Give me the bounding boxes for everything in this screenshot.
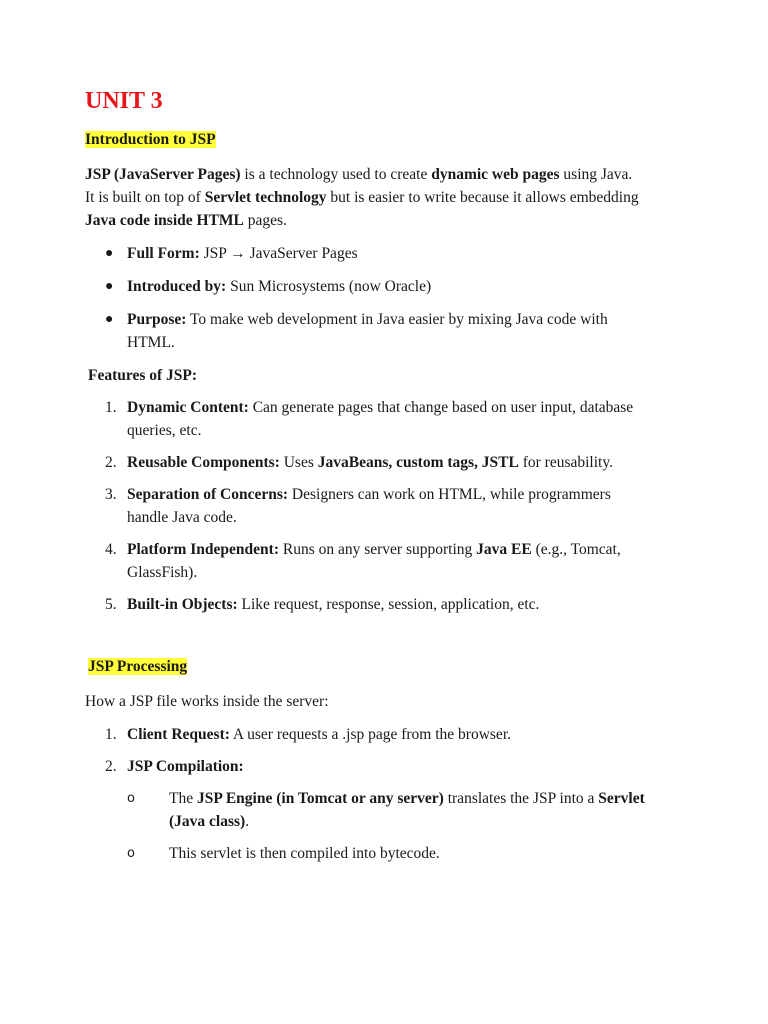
bullet-icon: ● — [105, 246, 114, 261]
list-item: ● Introduced by: Sun Microsystems (now Oracle) — [85, 275, 645, 298]
list-item: 2. JSP Compilation: o The JSP Engine (in Tomcat or any server) translates the JSP into a Servlet (Java class). o This servlet is then compiled into bytecode. — [85, 755, 645, 865]
list-item: ● Purpose: To make web development in Java easier by mixing Java code with HTML. — [85, 308, 645, 354]
list-item: 1. Dynamic Content: Can generate pages that change based on user input, database queries, etc. — [105, 399, 634, 439]
circle-bullet-icon: o — [127, 846, 135, 861]
processing-heading: JSP Processing — [88, 658, 188, 675]
bullet-icon: ● — [105, 279, 114, 294]
intro-bullet-list — [85, 242, 645, 354]
bullet-icon: ● — [105, 312, 114, 327]
list-item: 2. Reusable Components: Uses JavaBeans, custom tags, JSTL for reusability. — [105, 454, 613, 471]
list-item: o This servlet is then compiled into bytecode. — [127, 842, 645, 865]
features-heading: Features of JSP: — [88, 367, 198, 384]
circle-bullet-icon: o — [127, 791, 135, 806]
processing-list — [85, 723, 645, 865]
list-item: ● Full Form: JSP → JavaServer Pages — [85, 242, 645, 265]
list-item: 1. Client Request: A user requests a .jsp page from the browser. — [105, 726, 511, 743]
document-content — [85, 85, 645, 874]
processing-intro: How a JSP file works inside the server: — [85, 693, 329, 710]
intro-paragraph-1: JSP (JavaServer Pages) is a technology used to create dynamic web pages using Java. — [85, 166, 633, 183]
list-item: 4. Platform Independent: Runs on any server supporting Java EE (e.g., Tomcat, GlassFish). — [105, 541, 621, 581]
list-item: 3. Separation of Concerns: Designers can work on HTML, while programmers handle Java code. — [105, 486, 611, 526]
intro-paragraph-2: It is built on top of Servlet technology but is easier to write because it allows embedding Java code inside HTML pages. — [85, 189, 639, 229]
list-item: o The JSP Engine (in Tomcat or any server) translates the JSP into a Servlet (Java class). — [127, 787, 645, 833]
intro-heading: Introduction to JSP — [85, 131, 216, 148]
unit-title: UNIT 3 — [85, 88, 163, 114]
compilation-sub-list — [127, 787, 645, 865]
features-list — [85, 396, 645, 616]
list-item: 5. Built-in Objects: Like request, response, session, application, etc. — [105, 596, 540, 613]
